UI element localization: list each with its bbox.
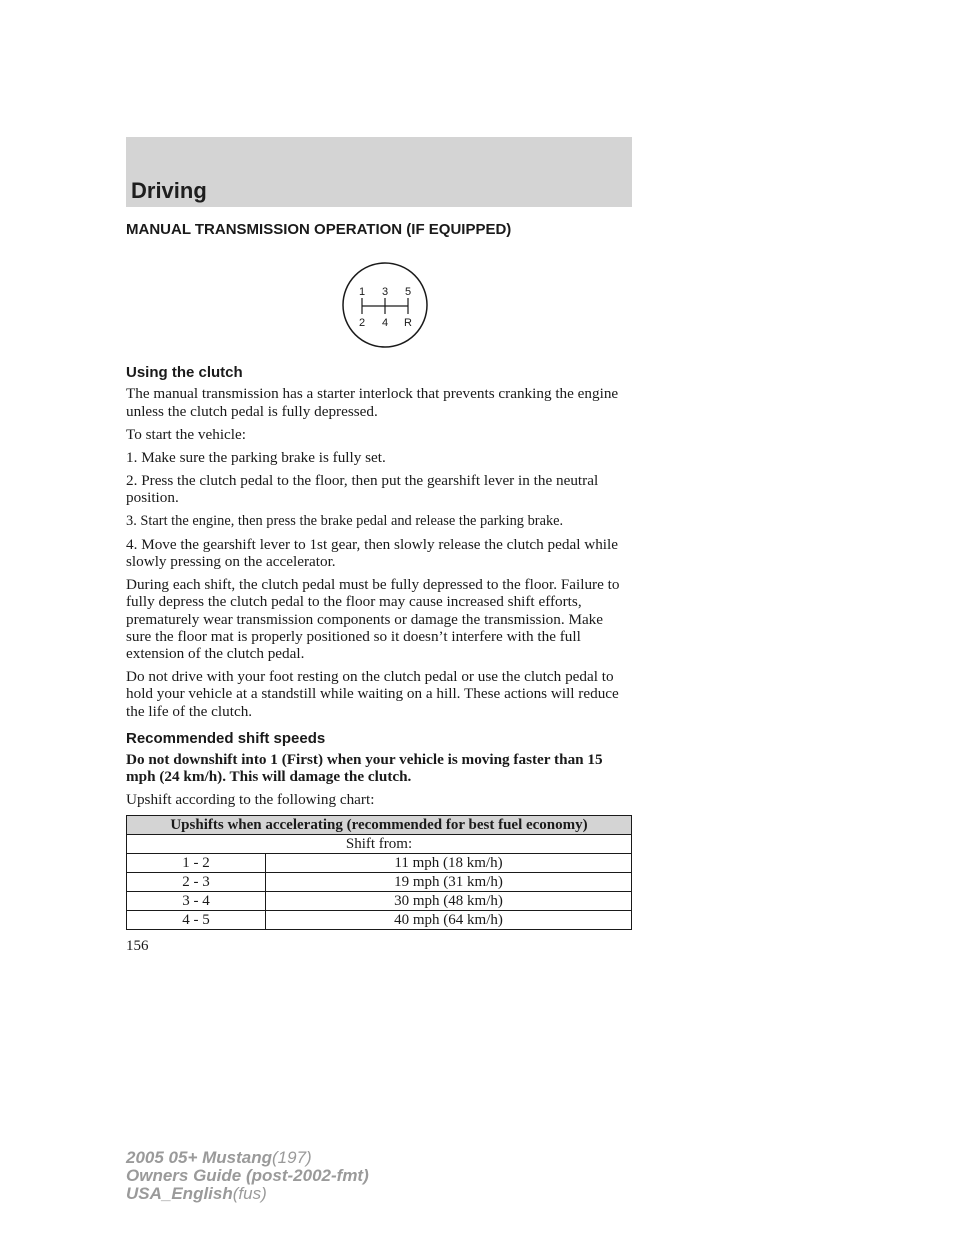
clutch-subtitle: Using the clutch: [126, 364, 243, 382]
gear-r-label: R: [404, 317, 412, 330]
footer-model-code: (197): [272, 1148, 312, 1167]
gear-5-label: 5: [404, 286, 412, 299]
gear-cell: 3 - 4: [127, 891, 266, 910]
clutch-intro: The manual transmission has a starter interlock that prevents cranking the engine unless the clutch pedal is fully depressed.: [126, 385, 619, 420]
step-4: 4. Move the gearshift lever to 1st gear, then slowly release the clutch pedal while slowly pressing on the accelerator.: [126, 535, 618, 571]
downshift-warning: Do not downshift into 1 (First) when your vehicle is moving faster than 15 mph (24 km/h). This will damage the clutch.: [126, 751, 603, 786]
table-row: [127, 891, 632, 910]
speed-cell: 11 mph (18 km/h): [266, 853, 632, 872]
shift-pattern-icon: [340, 260, 430, 350]
table-row: [127, 853, 632, 872]
gear-cell: 2 - 3: [127, 872, 266, 891]
gear-1-label: 1: [358, 286, 366, 299]
footer-model: 2005 05+ Mustang: [126, 1148, 272, 1167]
step-1: 1. Make sure the parking brake is fully set.: [126, 449, 386, 467]
speed-cell: 19 mph (31 km/h): [266, 872, 632, 891]
rest-paragraph: Do not drive with your foot resting on the clutch pedal or use the clutch pedal to hold your vehicle at a standstill while waiting on a hill. These actions will reduce the life of the clutch.: [126, 668, 619, 720]
shift-speeds-subtitle: Recommended shift speeds: [126, 729, 326, 747]
step-2: 2. Press the clutch pedal to the floor, then put the gearshift lever in the neutral position.: [126, 472, 599, 507]
speed-cell: 40 mph (64 km/h): [266, 910, 632, 929]
table-row: [127, 910, 632, 929]
table-subheader: Shift from:: [127, 834, 632, 853]
table-header: Upshifts when accelerating (recommended for best fuel economy): [127, 815, 632, 834]
footer-guide: Owners Guide (post-2002-fmt): [126, 1166, 369, 1185]
gear-3-label: 3: [381, 286, 389, 299]
gear-cell: 4 - 5: [127, 910, 266, 929]
chart-intro: Upshift according to the following chart:: [126, 791, 375, 809]
speed-cell: 30 mph (48 km/h): [266, 891, 632, 910]
footer-language-code: (fus): [232, 1184, 267, 1203]
page-number: 156: [126, 938, 149, 954]
gear-cell: 1 - 2: [127, 853, 266, 872]
gear-2-label: 2: [358, 317, 366, 330]
shift-paragraph: During each shift, the clutch pedal must be fully depressed to the floor. Failure to fully depress the clutch pedal to the floor may cause increased shift efforts, prematurely wear transmission components or damage the transmission. Make sure the floor mat is properly positioned so it doesn’t interfere with the full extension of the clutch pedal.: [126, 576, 620, 663]
start-label: To start the vehicle:: [126, 425, 246, 443]
footer-watermark: [126, 1149, 369, 1203]
gear-4-label: 4: [381, 317, 389, 330]
footer-language: USA_English: [126, 1184, 233, 1203]
page-content: [126, 221, 632, 930]
table-row: [127, 872, 632, 891]
upshift-table: [126, 815, 632, 930]
section-title: MANUAL TRANSMISSION OPERATION (IF EQUIPPED): [126, 221, 512, 238]
page-header-title: Driving: [131, 178, 207, 203]
step-3: 3. Start the engine, then press the brake pedal and release the parking brake.: [126, 512, 564, 529]
